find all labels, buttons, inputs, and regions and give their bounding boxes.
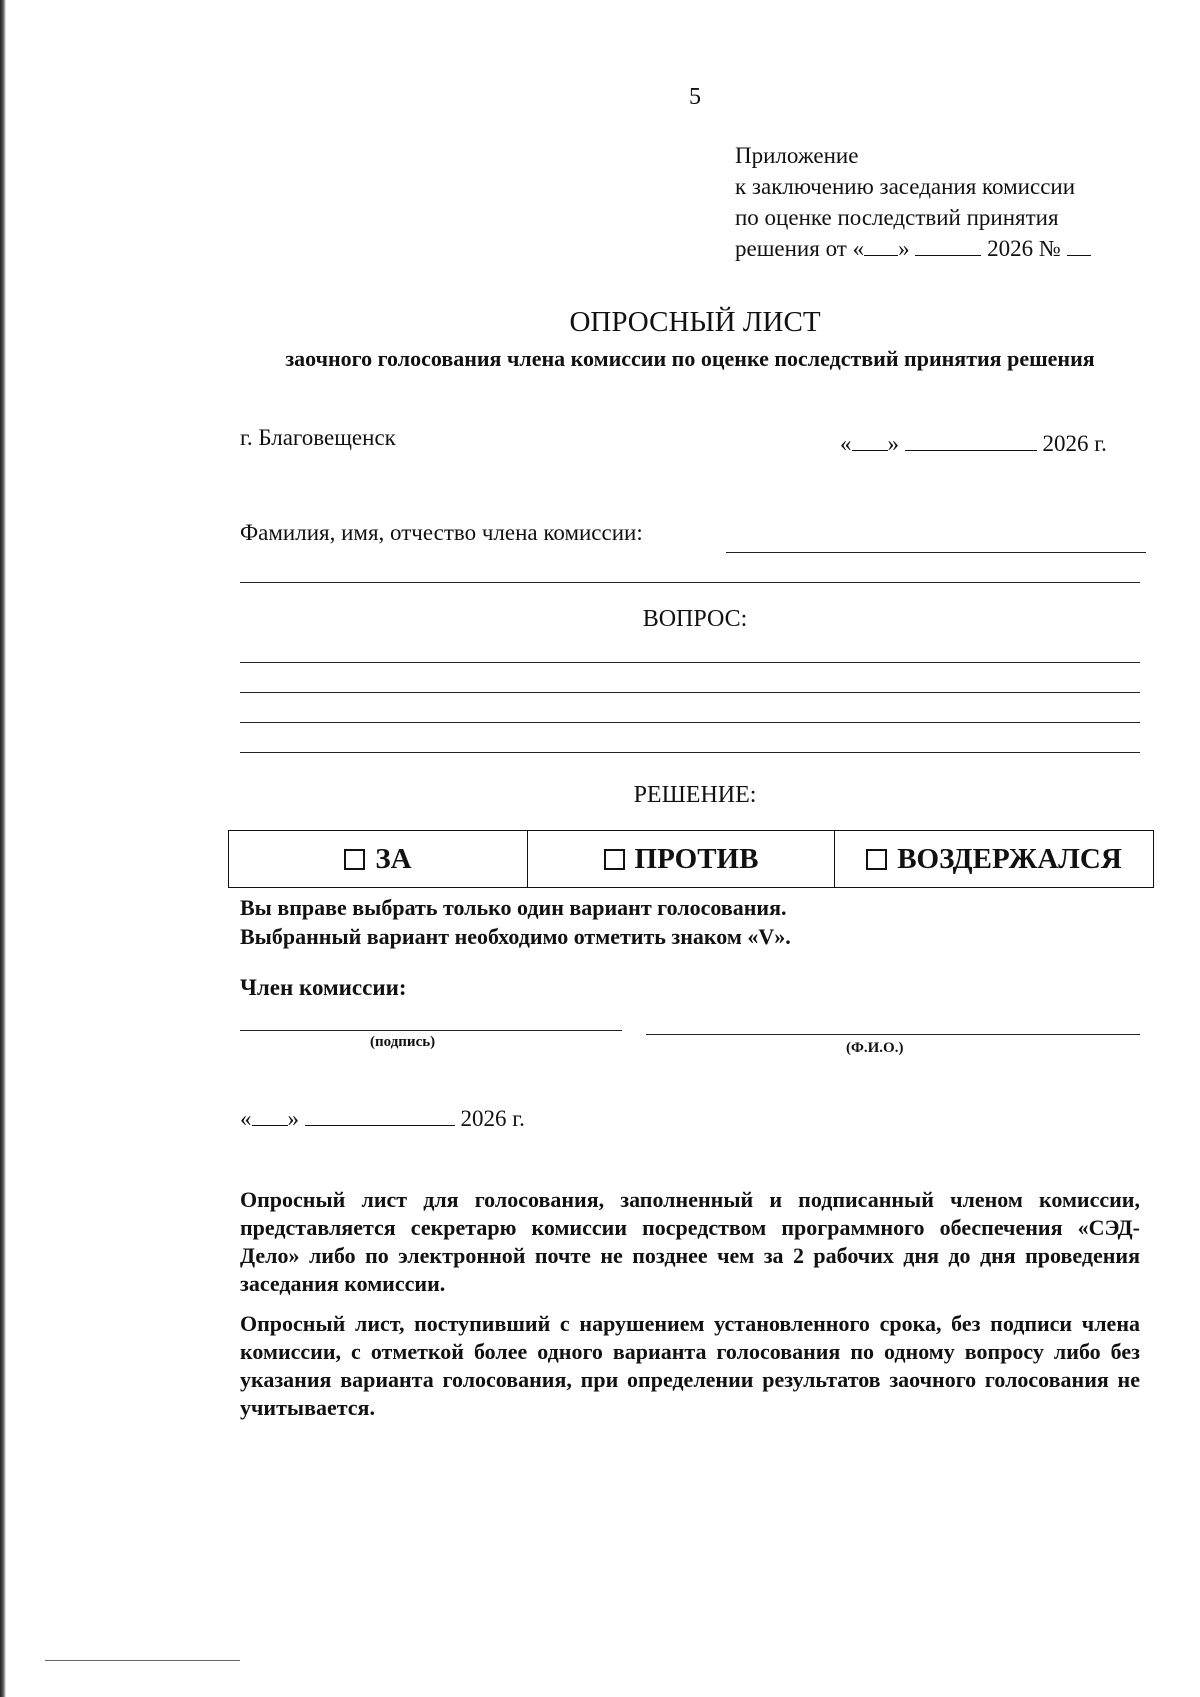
appendix-line: к заключению заседания комиссии <box>735 174 1076 199</box>
date-top-month-blank[interactable] <box>905 430 1037 451</box>
question-line-4[interactable] <box>240 752 1140 753</box>
vote-option-label: ПРОТИВ <box>634 842 759 875</box>
appendix-number-blank[interactable] <box>1067 235 1091 256</box>
appendix-line: по оценке последствий принятия <box>735 205 1059 230</box>
fio-input-line-2[interactable] <box>240 582 1140 583</box>
appendix-month-blank[interactable] <box>915 235 981 256</box>
member-label: Член комиссии: <box>240 975 407 1000</box>
vote-option-label: ВОЗДЕРЖАЛСЯ <box>897 842 1122 875</box>
appendix-line: Приложение <box>735 143 859 168</box>
date-top-quote-close: » <box>887 431 899 456</box>
paragraph-invalid: Опросный лист, поступивший с нарушением установленного срока, без подписи члена комиссии, с отметкой более одного варианта голосования по одному вопросу либо без указания варианта голосования, при определении результатов заочного голосования не учитывается. <box>240 1311 1140 1420</box>
signature-caption: (подпись) <box>370 1034 436 1050</box>
date-bottom-day-blank[interactable] <box>252 1105 288 1126</box>
appendix-quote-close: » <box>898 236 910 261</box>
fio-label: Фамилия, имя, отчество члена комиссии: <box>240 520 643 545</box>
date-bottom-quote-open: « <box>240 1106 252 1131</box>
checkbox-icon[interactable] <box>866 849 887 870</box>
city: г. Благовещенск <box>240 425 396 450</box>
appendix-year-number: 2026 № <box>987 236 1061 261</box>
vote-option-label: ЗА <box>375 842 412 875</box>
date-top-quote-open: « <box>840 431 852 456</box>
question-line-3[interactable] <box>240 722 1140 723</box>
document-title: ОПРОСНЫЙ ЛИСТ <box>569 306 821 338</box>
checkbox-icon[interactable] <box>344 849 365 870</box>
vote-note <box>240 893 791 951</box>
date-bottom <box>240 1105 525 1132</box>
note-line: Выбранный вариант необходимо отметить знаком «V». <box>240 924 791 949</box>
question-label: ВОПРОС: <box>642 606 748 632</box>
date-top-day-blank[interactable] <box>852 430 888 451</box>
question-line-2[interactable] <box>240 692 1140 693</box>
vote-option-against[interactable] <box>528 831 835 887</box>
page-number: 5 <box>689 84 701 110</box>
date-bottom-year: 2026 г. <box>460 1106 525 1131</box>
vote-option-for[interactable] <box>229 831 528 887</box>
appendix-day-blank[interactable] <box>864 235 898 256</box>
vote-table <box>228 830 1154 888</box>
decision-label: РЕШЕНИЕ: <box>633 782 757 808</box>
date-top-year: 2026 г. <box>1042 431 1107 456</box>
fio-input-line[interactable] <box>726 552 1146 553</box>
footer-line <box>45 1660 240 1661</box>
paragraph-submission: Опросный лист для голосования, заполненный и подписанный членом комиссии, представляется секретарю комиссии посредством программного обеспечения «СЭД-Дело» либо по электронной почте не позднее чем за 2 рабочих дня до дня проведения заседания комиссии. <box>240 1187 1140 1296</box>
question-line-1[interactable] <box>240 662 1140 663</box>
date-bottom-month-blank[interactable] <box>305 1105 455 1126</box>
scan-edge <box>0 0 6 1697</box>
fio-caption: (Ф.И.О.) <box>846 1040 904 1056</box>
appendix-date-line <box>735 233 1091 264</box>
date-bottom-quote-close: » <box>287 1106 299 1131</box>
appendix-block <box>735 140 1091 264</box>
appendix-date-prefix: решения от « <box>735 236 865 261</box>
note-line: Вы вправе выбрать только один вариант голосования. <box>240 895 787 920</box>
signature-line[interactable] <box>240 1030 622 1031</box>
date-top <box>840 430 1107 457</box>
document-subtitle: заочного голосования члена комиссии по оценке последствий принятия решения <box>285 346 1095 371</box>
vote-option-abstain[interactable] <box>835 831 1153 887</box>
fio-signature-line[interactable] <box>646 1034 1140 1035</box>
checkbox-icon[interactable] <box>604 849 625 870</box>
